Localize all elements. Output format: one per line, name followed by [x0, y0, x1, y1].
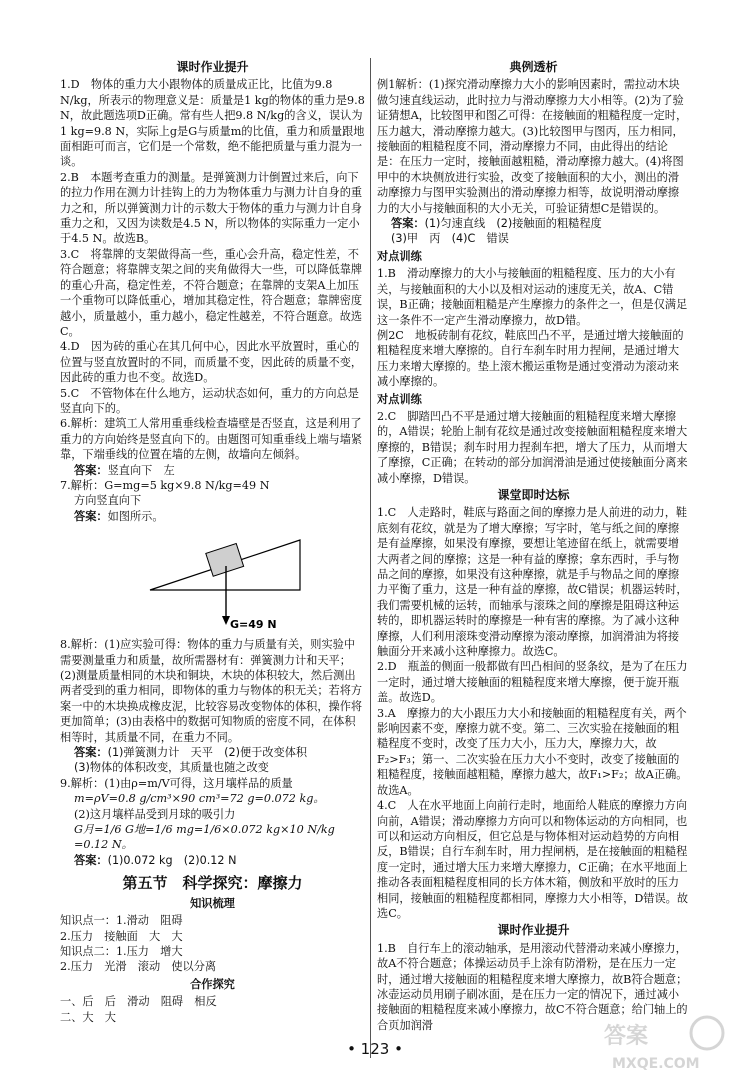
incline-diagram [130, 528, 330, 633]
classroom-4: 4.C 人在水平地面上向前行走时，地面给人鞋底的摩擦力方向向前，A错误；滑动摩擦力方向可以和物体运动的方向相同，也可以和运动方向相反，但它总是与物体相对运动趋势的方向相反，B错误；自行车刹车时，用力捏闸柄，是在接触面的粗糙程度一定时，通过增大压力来增大摩擦力，C正确；在水平地面上推动各表面粗糙程度相同的长方体木箱，侧放和平放时的压力相同，接触面的粗糙程度都相同，摩擦力大小相等，D错误。故选C。 [377, 799, 689, 920]
answer-6: 答案：竖直向下 左 [74, 463, 175, 477]
watermark-logo [602, 1013, 732, 1073]
section-header-homework: 课时作业提升 [497, 923, 570, 938]
svg-text:答案: 答案 [604, 1024, 649, 1049]
answer-item-4: 4.D 因为砖的重心在其几何中心，因此水平放置时，重心的位置与竖直放置时的不同，而质量不变，因此砖的质量不变，因此砖的重力也不变。故选D。 [60, 340, 363, 385]
answer-item-3: 3.C 将靠牌的支架做得高一些，重心会升高，稳定性差，不符合题意；将靠牌支架之间的夹角做得大一些，可以降低靠牌的重心升高，稳定性差，不符合题意；在靠牌的支架A上加压一个重物可以降低重心，增加其稳定性，符合题意；靠牌密度越小，质量越小，重力越小，稳定性越差，不符合题意。故选C。 [60, 247, 363, 338]
column-divider [370, 58, 371, 1058]
example-1: 例1解析：(1)探究滑动摩擦力大小的影响因素时，需拉动木块做匀速直线运动，此时拉力与滑动摩擦力大小相等。(2)为了验证猜想A，比较图甲和图乙可得：在接触面的粗糙程度一定时，压力越大，滑动摩擦力越大。(3)比较图甲与图丙，压力相同，接触面的粗糙程度不同，滑动摩擦力不同，由此得出的结论是：在压力一定时，接触面越粗糙，滑动摩擦力越大。(4)将图甲中的木块侧放进行实验，改变了接触面积的大小，测出的滑动摩擦力与图甲实验测出的滑动摩擦力相等，故说明滑动摩擦力的大小与接触面积的大小无关，可验证猜想C是错误的。 [377, 78, 688, 215]
formula-result: =0.12 N。 [74, 838, 133, 852]
knowledge-2: 2.压力 接触面 大 大 [60, 929, 183, 943]
section-header-examples: 典例透析 [509, 60, 558, 74]
answer-item-8: 8.解析：(1)应实验可得：物体的重力与质量有关，则实验中需要测量重力和质量，故所需器材有：弹簧测力计和天平；(2)测量质量相同的木块和铜块，木块的体积较大，然后测出两者受到的重力相同，即物体的重力与物体的积无关；若将方案一中的木块换成橡皮泥，比较容易改变物体的体积，操作将更加简单；(3)由表格中的数据可知物质的密度不同，在体积相等时，其质量不同，在重力不同。 [60, 638, 363, 744]
knowledge-1: 知识点一：1.滑动 阻碍 [60, 914, 183, 928]
answer-8-line1: 答案：(1)弹簧测力计 天平 (2)便于改变体积 [74, 746, 308, 760]
answer-7-direction: 方向竖直向下 [74, 494, 142, 508]
training-2: 2.C 脚踏凹凸不平是通过增大接触面的粗糙程度来增大摩擦的，A错误；轮胎上制有花纹是通过改变接触面粗糙程度来增大摩擦的，B错误；刹车时用力捏刹车把，增大了压力，从而增大了摩擦，C正确；在转动的部分加润滑油是通过使接触面分离来减小摩擦，D错误。 [377, 409, 688, 485]
page-number: • 123 • [347, 1040, 403, 1058]
answer-item-5: 5.C 不管物体在什么地方，运动状态如何，重力的方向总是竖直向下的。 [60, 386, 359, 415]
homework-1: 1.B 自行车上的滚动轴承，是用滚动代替滑动来减小摩擦力，故A不符合题意；体操运动员手上涂有防滑粉，是在压力一定时，通过增大接触面的粗糙程度来增大摩擦力，故B符合题意；冰壶运动员用刷子刷冰面，是在压力一定的情况下，通过减小接触面的粗糙程度来减小摩擦力，故C不符合题意；给门轴上的合页加润滑 [377, 941, 688, 1032]
knowledge-4: 2.压力 光滑 滚动 使以分离 [60, 960, 217, 974]
answer-item-6: 6.解析：建筑工人常用重垂线检查墙壁是否竖直，这是利用了重力的方向始终是竖直向下的。由题图可知重垂线上端与墙紧靠，下端垂线的位置在墙的左侧，故墙向左倾斜。 [60, 417, 363, 462]
answer-9: 答案：(1)0.072 kg (2)0.12 N [74, 853, 237, 867]
answer-item-9: 9.解析：(1)由ρ=m/V可得，这月壤样品的质量 [60, 776, 293, 790]
knowledge-3: 知识点二：1.压力 增大 [60, 944, 183, 958]
incline-figure [60, 528, 365, 633]
section-title: 第五节 科学探究：摩擦力 [122, 874, 303, 893]
force-label: G=49 N [230, 618, 277, 632]
subsection-cooperate: 合作探究 [190, 977, 235, 991]
answer-item-1: 1.D 物体的重力大小跟物体的质量成正比，比值为9.8 N/kg，所表示的物理意义是：质量是1 kg的物体的重力是9.8 N，故此题选项D正确。常有些人把9.8 N/kg的含义，误认为1 kg=9.8 N，实际上g是G与质量m的比值，重力和质量跟地面相距可而言，它们是一个常数，绝不能把质量与重力混为一谈。 [60, 78, 365, 169]
classroom-3: 3.A 摩擦力的大小跟压力大小和接触面的粗糙程度有关，两个影响因素不变，摩擦力就不变。第二、三次实验在接触面的粗糙程度不变时，改变了压力大小，压力大，摩擦力大，故F₂>F₃；第一、二次实验在压力大小不变时，改变了接触面的粗糙程度，接触面越粗糙，摩擦力越大，故F₁>F₂；故A正确。故选A。 [377, 706, 688, 797]
example-1-answer-line2: (3)甲 丙 (4)C 错误 [391, 232, 509, 246]
left-column [60, 58, 365, 1025]
training-1: 1.B 滑动摩擦力的大小与接触面的粗糙程度、压力的大小有关，与接触面积的大小以及相对运动的速度无关，故A、C错误，B正确；接触面粗糙是产生摩擦力的条件之一，但是仅满足这一条件不一定产生滑动摩擦力，故D错。 [377, 267, 688, 327]
classroom-2: 2.D 瓶盖的侧面一般都做有凹凸相间的竖条纹，是为了在压力一定时，通过增大接触面的粗糙程度来增大摩擦，便于旋开瓶盖。故选D。 [377, 660, 688, 705]
svg-text:MXQE.COM: MXQE.COM [612, 1056, 700, 1072]
answer-9-part2: (2)这月壤样品受到月球的吸引力 [74, 807, 236, 821]
formula-mass: m=ρV=0.8 g/cm³×90 cm³=72 g=0.072 kg。 [74, 792, 325, 806]
formula-gravity: G月=1/6 G地=1/6 mg=1/6×0.072 kg×10 N/kg [74, 823, 335, 837]
cooperate-1: 一、后 后 滑动 阻碍 相反 [60, 995, 217, 1009]
answer-item-7: 7.解析：G=mg=5 kg×9.8 N/kg=49 N [60, 478, 270, 492]
example-2: 例2C 地板砖制有花纹，鞋底凹凸不平，是通过增大接触面的粗糙程度来增大摩擦的。自行车刹车时用力捏闸，是通过增大压力来增大摩擦的。垫上滚木搬运重物是通过变滑动为滚动来减小摩擦的。 [377, 328, 684, 389]
answer-8-line2: (3)物体的体积改变，其质量也随之改变 [74, 761, 269, 775]
right-column [377, 58, 690, 1033]
subsection-training-1: 对点训练 [377, 249, 422, 263]
subsection-training-2: 对点训练 [377, 392, 422, 406]
section-header: 课时作业提升 [176, 60, 249, 74]
classroom-1: 1.C 人走路时，鞋底与路面之间的摩擦力是人前进的动力，鞋底刻有花纹，就是为了增大摩擦；写字时，笔与纸之间的摩擦是有益摩擦，如果没有摩擦，要想让笔迹留在纸上，就需要增大两者之间的摩擦；这是一种有益的摩擦；拿东西时，手与物品之间的摩擦，如果没有这种摩擦，就是手与物品之间的摩擦力平衡了重力，这是一种有益的摩擦，故C错误；机器运转时，我们需要机械的运转，而轴承与滚珠之间的摩擦是阻碍这种运转的，即机器运转时的摩擦是一种有害的摩擦。为了减小这种摩擦，人们利用滚珠变滑动摩擦为滚动摩擦，加润滑油为将接触面分开来减小这种摩擦力。故选C。 [377, 506, 688, 659]
subsection-knowledge: 知识梳理 [190, 896, 235, 910]
answer-7: 答案：如图所示。 [74, 509, 164, 523]
section-header-classroom: 课堂即时达标 [497, 487, 570, 502]
cooperate-2: 二、大 大 [60, 1010, 116, 1024]
answer-item-2: 2.B 本题考查重力的测量。是弹簧测力计倒置过来后，向下的拉力作用在测力计挂钩上的力为物体重力与测力计自身的重力之和，所以弹簧测力计的示数大于物体的重力与测力计自身重力之和，又因为读数是4.5 N，所以物体的实际重力一定小于4.5 N。故选B。 [60, 170, 363, 246]
example-1-answer-line1: 答案：(1)匀速直线 (2)接触面的粗糙程度 [391, 217, 602, 231]
